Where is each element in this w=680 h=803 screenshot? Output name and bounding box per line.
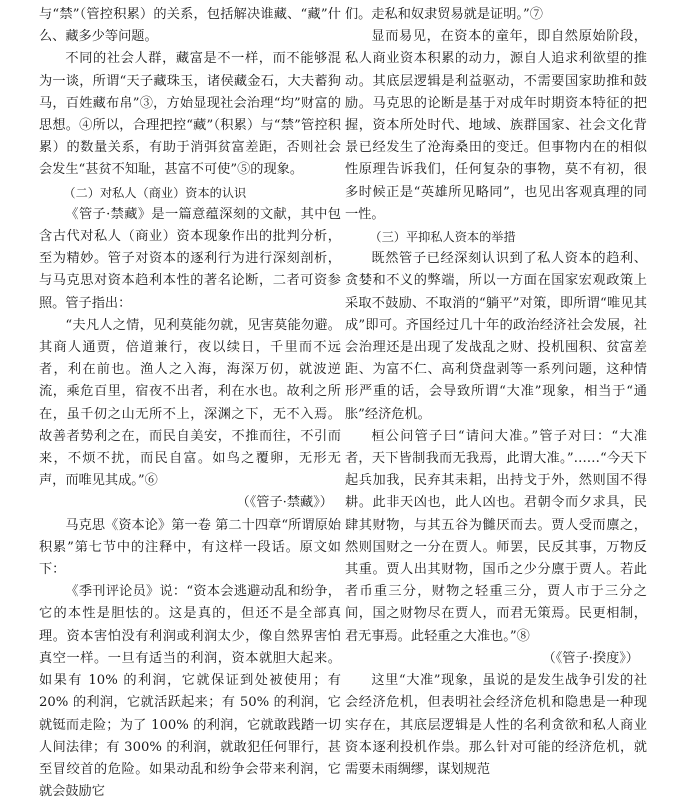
paragraph-economic-crisis: 这里“大准”现象，虽说的是发生战争引发的社会经济危机，但表明社会经济危机和隐患是一种现实存在，其底层逻辑是人性的名利贪欲和私人商业资本逐利投机作祟。那么针对可能的经济危机，就需要未雨绸缪，谋划规范 — [345, 673, 647, 777]
quote-smuggling-continuation: 们。走私和奴隶贸易就是证明。”⑦ — [345, 7, 543, 22]
paragraph-guanzi-jincang: 《管子·禁藏》是一篇意蕴深刻的文献，其中包含古代对私人（商业）资本现象作出的批判分析，至为精妙。管子对资本的逐利行为进行深刻剖析，与马克思对资本趋利本性的著名论断，二者可资参照。管子指出： — [39, 206, 341, 311]
quote-guanzi-jincang: “夫凡人之情，见利莫能勿就，见害莫能勿避。其商人通贾，倍道兼行，夜以续日，千里而不远者，利在前也。渔人之入海，海深万仞，就波逆流，乘危百里，宿夜不出者，利在水也。故利之所在，虽千仞之山无所不上，深渊之下，无不入焉。故善者势利之在，而民自美安，不推而往，不引而来，不烦不扰，而民自富。如鸟之覆卵，无形无声，而唯见其成。”⑥ — [39, 317, 341, 489]
section-heading-private-capital: （二）对私人（商业）资本的认识 — [63, 185, 247, 200]
quote-guanzi-kuidu — [345, 426, 647, 648]
citation-guanzi-jincang: （《管子·禁藏》） — [236, 495, 333, 511]
quote-kuidu-question: 桓公问管子曰“请问大准。”管子对曰： — [371, 428, 612, 444]
quote-kuidu-definition: “大准者，天下皆制我而无我焉，此谓大准。” — [345, 428, 647, 467]
paragraph-cang-problems: 与“禁”（管控积累）的关系，包括解决谁藏、“藏”什么、藏多少等问题。 — [39, 7, 341, 45]
section-heading-measures: （三）平抑私人资本的举措 — [369, 230, 516, 245]
paragraph-dazhun-phenomenon: 既然管子已经深刻认识到了私人资本的趋利、贪婪和不义的弊端，所以一方面在国家宏观政策上采取不鼓励、不取消的“躺平”对策，即所谓“唯见其成”即可。齐国经过几十年的政治经济社会发展，社会治理还是出现了发战乱之财、投机囤积、贫富差距、为富不仁、高利贷盘剥等一系列问题，这种情形严重的话，会导致所谓“大准”现象，相当于“通胀”经济危机。 — [345, 251, 647, 422]
citation-guanzi-kuidu: （《管子·揆度》） — [542, 650, 639, 666]
left-column — [39, 4, 341, 803]
quote-quarterly-reviewer: 《季刊评论员》说：“资本会逃避动乱和纷争，它的本性是胆怯的。这是真的，但还不是全部真理。资本害怕没有利润或利润太少，像自然界害怕真空一样。一旦有适当的利润，资本就胆大起来。如果有 10% 的利润，它就保证到处被使用；有 20% 的利润，它就活跃起来；有 50% 的利润，它就铤而走险；为了 100% 的利润，它就敢践踏一切人间法律；有 300% 的利润，就敢犯任何罪行，甚至冒绞首的危险。如果动乱和纷争会带来利润，它就会鼓励它 — [39, 584, 341, 800]
paragraph-capital-childhood: 显而易见，在资本的童年，即自然原始阶段，私人商业资本积累的动力，源自人追求利欲望的推动。其底层逻辑是利益驱动，不需要国家助推和鼓励。马克思的论断是基于对成年时期资本特征的把握，资本所处时代、地域、族群国家、社会文化背景已经发生了沧海桑田的变迁。但事物内在的相似性原理告诉我们，任何复杂的事物，莫不有初，很多时候正是“英雄所见略同”，也见出客观真理的同一性。 — [345, 29, 647, 222]
quote-kuidu-body: ……“今天下起兵加我，民弃其耒耜，出持戈于外，然则国不得耕。此非天凶也，此人凶也。君朝令而夕求具，民肆其财物，与其五谷为雠厌而去。贾人受而廪之，然则国财之一分在贾人。师罢，民反其事，万物反其重。贾人出其财物，国币之少分廪于贾人。若此者币重三分，财物之轻重三分，贾人市于三分之间，国之财物尽在贾人，而君无策焉。民更相制，君无事焉。此轻重之大准也。”⑧ — [345, 451, 648, 644]
right-column — [345, 4, 647, 781]
paragraph-wealth-storage: 不同的社会人群，藏富是不一样，而不能够混为一谈，所谓“天子藏珠玉，诸侯藏金石，大夫蓄狗马，百姓藏布帛”③，方始显现社会治理“均”财富的思想。④所以，合理把控“藏”（积累）与“禁”管控积累）的数量关系，有助于消弭贫富差距，否则社会会发生“甚贫不知耻，甚富不可使”⑤的现象。 — [39, 51, 341, 178]
paragraph-das-kapital-intro: 马克思《资本论》第一卷 第二十四章“所谓原始积累”第七节中的注释中，有这样一段话。原文如下： — [39, 517, 341, 578]
